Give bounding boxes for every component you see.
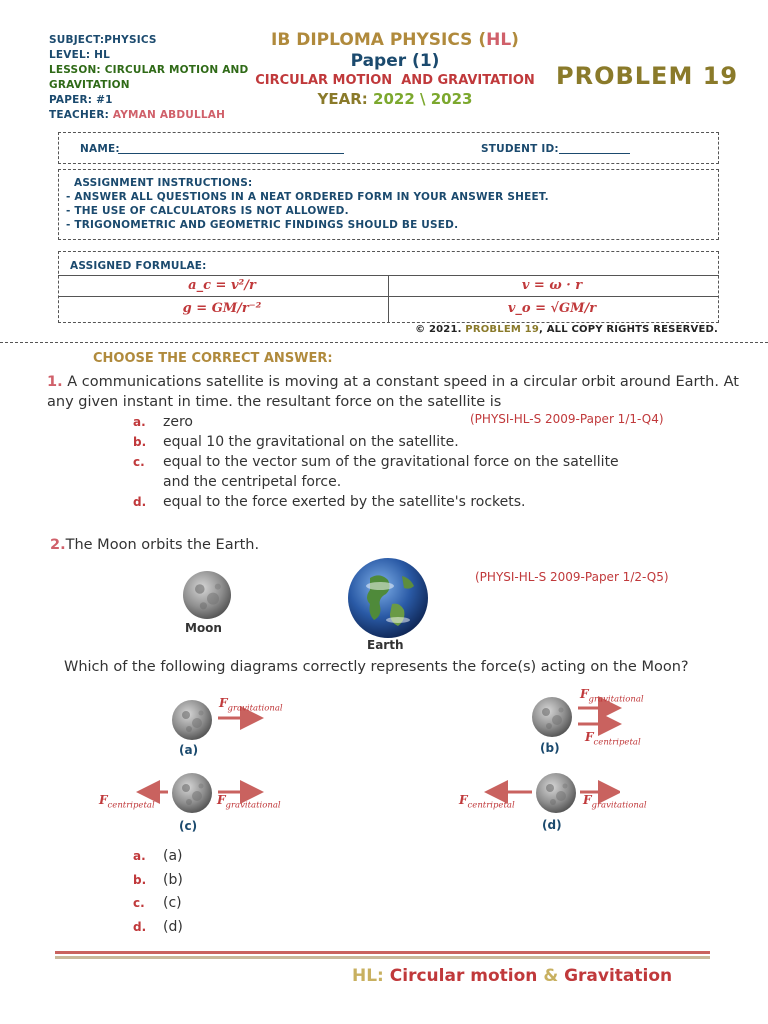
question-2-prompt: Which of the following diagrams correctly represents the force(s) acting on the Moon? (64, 659, 689, 675)
formula-linear-velocity: v = ω · r (521, 278, 583, 293)
level-line: LEVEL: HL (49, 49, 111, 61)
question-1-reference: (PHYSI-HL-S 2009-Paper 1/1-Q4) (470, 412, 664, 426)
formulae-title: ASSIGNED FORMULAE: (70, 260, 207, 272)
instruction-item: - ANSWER ALL QUESTIONS IN A NEAT ORDERED FORM IN YOUR ANSWER SHEET. (66, 191, 549, 203)
option-c[interactable]: c. equal to the vector sum of the gravitational force on the satellite (133, 454, 619, 470)
formula-gravity: g = GM/r⁻² (182, 301, 262, 316)
formula-centripetal-accel: a_c = v²/r (188, 278, 256, 293)
header-title-block (240, 30, 550, 108)
footer-rule (55, 956, 710, 959)
earth-image (340, 556, 436, 640)
diagram-c-label: (c) (179, 819, 198, 833)
course-title: IB DIPLOMA PHYSICS (HL) (271, 30, 519, 50)
name-label: NAME: (80, 143, 120, 155)
option-c-continued: and the centripetal force. (163, 474, 342, 490)
force-label-gravitational: $F_{gravitational}$ (580, 687, 644, 705)
year-line: YEAR: 2022 \ 2023 (317, 90, 473, 108)
moon-image (179, 571, 235, 619)
student-id-field[interactable] (559, 153, 630, 154)
formulae-divider (388, 275, 389, 323)
diagram-a-label: (a) (179, 743, 199, 757)
name-field[interactable] (118, 153, 344, 154)
problem-number: PROBLEM 19 (556, 62, 739, 90)
student-info-box (58, 132, 719, 164)
paper-line: PAPER: #1 (49, 94, 113, 106)
instruction-item: - THE USE OF CALCULATORS IS NOT ALLOWED. (66, 205, 349, 217)
instructions-title: ASSIGNMENT INSTRUCTIONS: (74, 177, 253, 189)
question-1: 1. A communications satellite is moving at a constant speed in a circular orbit around Earth. At any given instant in time. the resultant force on the satellite is (47, 374, 739, 410)
force-label-gravitational: $F_{gravitational}$ (583, 793, 647, 811)
subject-line: SUBJECT:PHYSICS (49, 34, 157, 46)
option-a[interactable]: a. (a) (133, 848, 183, 864)
diagram-d-label: (d) (542, 818, 562, 832)
moon-label: Moon (185, 621, 222, 635)
force-label-centripetal: $F_{centripetal}$ (459, 793, 515, 811)
paper-title: Paper (1) (350, 51, 440, 71)
student-id-label: STUDENT ID: (481, 143, 559, 155)
earth-label: Earth (367, 638, 404, 652)
instruction-item: - TRIGONOMETRIC AND GEOMETRIC FINDINGS SHOULD BE USED. (66, 219, 459, 231)
formula-orbital-velocity: v_o = √GM/r (507, 301, 597, 316)
option-c[interactable]: c. (c) (133, 895, 182, 911)
footer-rule (55, 951, 710, 954)
question-2-reference: (PHYSI-HL-S 2009-Paper 1/2-Q5) (475, 570, 669, 584)
header-meta (49, 33, 249, 123)
option-b[interactable]: b. equal 10 the gravitational on the satellite. (133, 434, 459, 450)
section-title: CHOOSE THE CORRECT ANSWER: (93, 351, 333, 366)
instructions-list (66, 190, 549, 232)
lesson-line: LESSON: CIRCULAR MOTION AND GRAVITATION (49, 64, 249, 91)
question-2-options (133, 845, 183, 939)
lesson-subtitle: CIRCULAR MOTION AND GRAVITATION (255, 73, 535, 88)
force-label-centripetal: $F_{centripetal}$ (585, 730, 641, 748)
diagram-b-label: (b) (540, 741, 560, 755)
question-2: 2.The Moon orbits the Earth. (50, 537, 260, 553)
section-separator (0, 342, 768, 343)
option-a[interactable]: a. zero (133, 414, 193, 430)
copyright: © 2021. PROBLEM 19, ALL COPY RIGHTS RESERVED. (415, 324, 718, 335)
footer-title: HL: Circular motion & Gravitation (352, 966, 673, 986)
force-label-gravitational: $F_{gravitational}$ (219, 696, 283, 714)
question-1-options (133, 412, 733, 512)
teacher-line: TEACHER: AYMAN ABDULLAH (49, 109, 226, 121)
option-b[interactable]: b. (b) (133, 871, 183, 888)
force-label-gravitational: $F_{gravitational}$ (217, 793, 281, 811)
option-d[interactable]: d. equal to the force exerted by the satellite's rockets. (133, 494, 526, 510)
option-d[interactable]: d. (d) (133, 918, 183, 935)
force-label-centripetal: $F_{centripetal}$ (99, 793, 155, 811)
